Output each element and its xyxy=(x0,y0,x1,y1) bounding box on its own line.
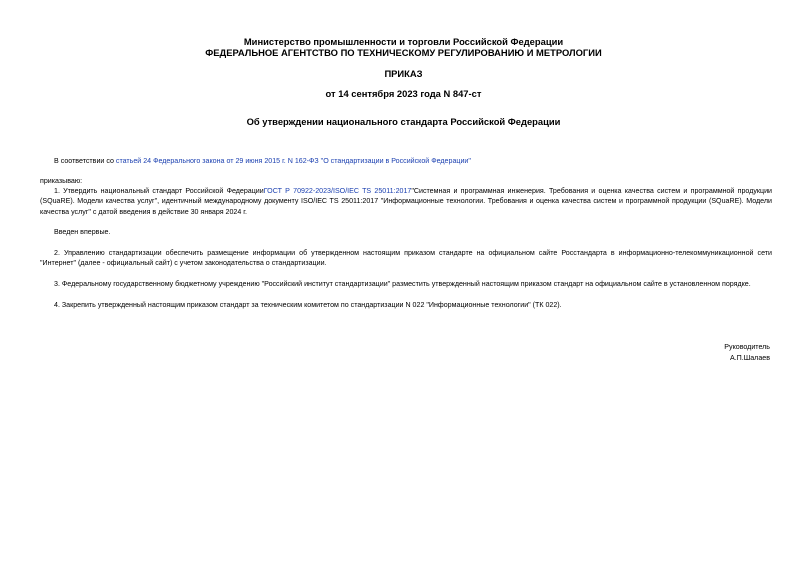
item-1-paragraph xyxy=(40,186,772,217)
agency-name: ФЕДЕРАЛЬНОЕ АГЕНТСТВО ПО ТЕХНИЧЕСКОМУ РЕГУЛИРОВАНИЮ И МЕТРОЛОГИИ xyxy=(205,47,602,58)
signatory-role: Руководитель xyxy=(724,343,770,351)
preamble-text: В соответствии со xyxy=(54,157,116,165)
signatory-name: А.П.Шалаев xyxy=(729,354,770,362)
federal-law-link[interactable]: статьей 24 Федерального закона от 29 июня 2015 г. N 162-ФЗ "О стандартизации в Российской Федерации" xyxy=(115,157,471,165)
item-2-paragraph: 2. Управлению стандартизации обеспечить размещение информации об утвержденном настоящим приказом стандарте на официальном сайте Росстандарта в информационно-телекоммуникационной сети "Интернет" (далее - официальный сайт) с учетом законодательства о стандартизации. xyxy=(40,249,772,268)
item-1-prefix: 1. Утвердить национальный стандарт Российской Федерации xyxy=(54,187,264,195)
order-word: приказываю: xyxy=(40,177,83,185)
item-1-suffix: "Системная и программная инженерия. Требования и оценка качества систем и программной продукции (SQuaRE). Модели качества услуг", идентичный международному документу ISO/IEC TS 25011:2017 "Информационные технологии. Требования и оценка качества систем и программной продукции (SQuaRE). Модели качества услуг" с датой введения в действие 30 января 2024 г. xyxy=(40,187,772,216)
order-title: Об утверждении национального стандарта Российской Федерации xyxy=(246,116,561,127)
preamble-paragraph xyxy=(40,156,772,166)
ministry-name: Министерство промышленности и торговли Российской Федерации xyxy=(243,36,564,47)
item-4-paragraph: 4. Закрепить утвержденный настоящим приказом стандарт за техническим комитетом по стандартизации N 022 "Информационные технологии" (ТК 022). xyxy=(54,301,562,309)
introduced-note: Введен впервые. xyxy=(54,228,111,236)
gost-standard-link[interactable]: ГОСТ Р 70922-2023/ISO/IEC TS 25011:2017 xyxy=(263,187,412,195)
order-date: от 14 сентября 2023 года N 847-ст xyxy=(325,88,482,99)
item-3-paragraph: 3. Федеральному государственному бюджетному учреждению "Российский институт стандартизации" разместить утвержденный настоящим приказом стандарт на официальном сайте в установленном порядке. xyxy=(54,280,751,288)
order-heading: ПРИКАЗ xyxy=(384,68,423,79)
